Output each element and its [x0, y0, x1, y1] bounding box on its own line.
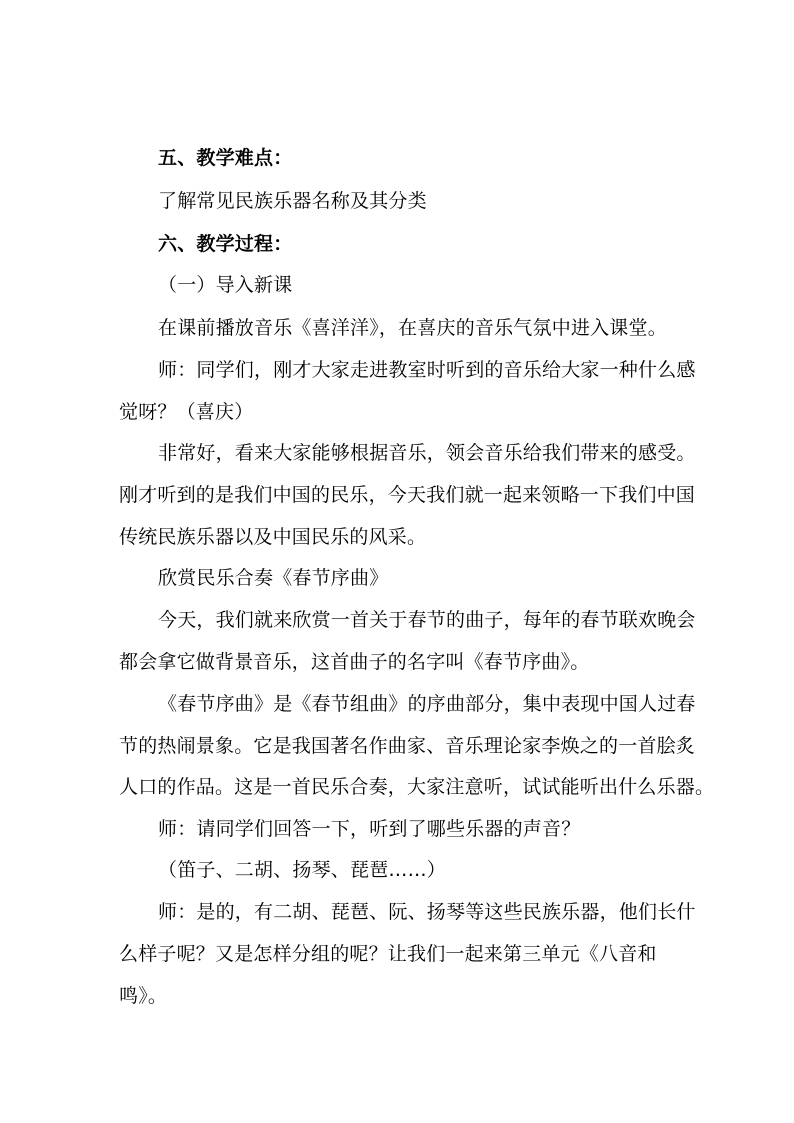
paragraph-line: 觉呀？（喜庆）	[119, 401, 254, 423]
paragraph-line: 师：是的，有二胡、琵琶、阮、扬琴等这些民族乐器，他们长什	[158, 901, 696, 923]
paragraph-line: 么样子呢？又是怎样分组的呢？让我们一起来第三单元《八音和	[119, 943, 657, 965]
paragraph-line: 鸣》。	[119, 985, 168, 1007]
paragraph-line: 欣赏民乐合奏《春节序曲》	[158, 567, 389, 589]
paragraph-line: 刚才听到的是我们中国的民乐，今天我们就一起来领略一下我们中国	[119, 484, 696, 506]
paragraph-line: 了解常见民族乐器名称及其分类	[158, 190, 427, 212]
subsection-heading-intro: （一）导入新课	[158, 274, 293, 296]
paragraph-line: 《春节序曲》是《春节组曲》的序曲部分，集中表现中国人过春	[158, 693, 696, 715]
paragraph-line: 师：同学们，刚才大家走进教室时听到的音乐给大家一种什么感	[158, 359, 696, 381]
paragraph-line: 传统民族乐器以及中国民乐的风采。	[119, 526, 427, 548]
paragraph-line: 非常好，看来大家能够根据音乐，领会音乐给我们带来的感受。	[158, 442, 696, 464]
section-heading-teaching-process: 六、教学过程：	[158, 233, 293, 255]
paragraph-line: 今天，我们就来欣赏一首关于春节的曲子，每年的春节联欢晚会	[158, 609, 696, 631]
section-heading-teaching-difficulty: 五、教学难点：	[158, 147, 293, 169]
paragraph-line: 人口的作品。这是一首民乐合奏，大家注意听，试试能听出什么乐器。	[119, 776, 715, 798]
paragraph-line: 在课前播放音乐《喜洋洋》，在喜庆的音乐气氛中进入课堂。	[158, 317, 667, 339]
paragraph-line: （笛子、二胡、扬琴、琵琶……）	[158, 859, 447, 881]
paragraph-line: 师：请同学们回答一下，听到了哪些乐器的声音？	[158, 818, 581, 840]
paragraph-line: 节的热闹景象。它是我国著名作曲家、音乐理论家李焕之的一首脍炙	[119, 735, 696, 757]
paragraph-line: 都会拿它做背景音乐，这首曲子的名字叫《春节序曲》。	[119, 651, 590, 673]
